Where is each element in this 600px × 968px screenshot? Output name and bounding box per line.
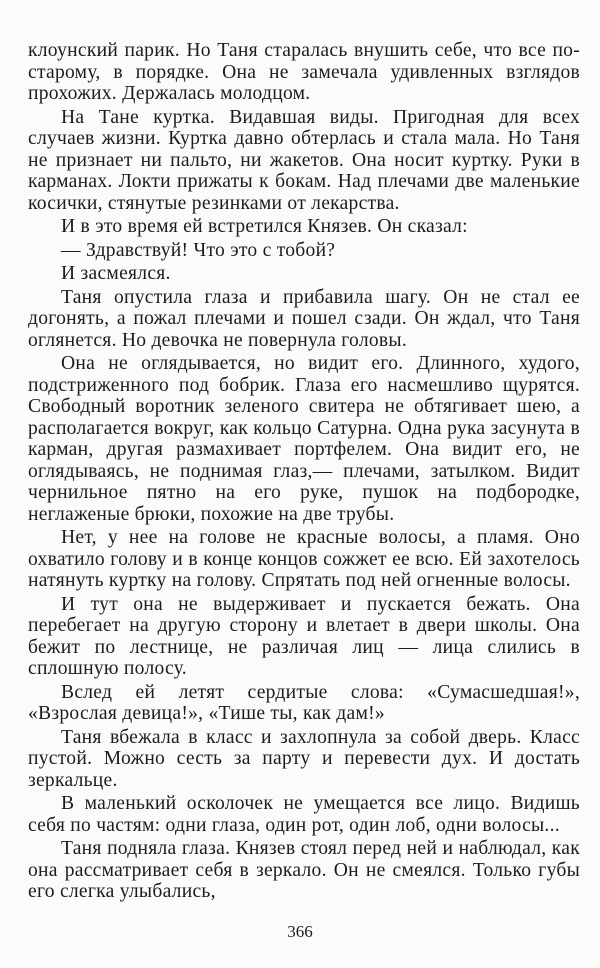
paragraph: Она не оглядывается, но видит его. Длинного, худого, подстриженного под бобрик. Глаза его насмешливо щурятся. Свободный воротник зеленого свитера не обтягивает шею, а располагается вокруг, как кольцо Сатурна. Одна рука засунута в карман, другая размахивает портфелем. Она видит его, не оглядываясь, не поднимая глаз,— плечами, затылком. Видит чернильное пятно на его руке, пушок на подбородке, неглаженые брюки, похожие на две трубы. [28, 353, 580, 525]
body-text [28, 40, 580, 905]
paragraph: Таня вбежала в класс и захлопнула за собой дверь. Класс пустой. Можно сесть за парту и перевести дух. И достать зеркальце. [28, 726, 580, 791]
paragraph: — Здравствуй! Что это с тобой? [61, 239, 336, 261]
paragraph: Таня опустила глаза и прибавила шагу. Он не стал ее догонять, а пожал плечами и пошел сзади. Он ждал, что Таня оглянется. Но девочка не повернула головы. [28, 286, 580, 351]
paragraph: И засмеялся. [61, 263, 171, 284]
paragraph: клоунский парик. Но Таня старалась внушить себе, что все по-старому, в порядке. Она не замечала удивленных взглядов прохожих. Держалась молодцом. [28, 40, 580, 104]
paragraph: Таня подняла глаза. Князев стоял перед ней и наблюдал, как она рассматривает себя в зеркало. Он не смеялся. Только губы его слегка улыбались, [28, 838, 580, 902]
page-number: 366 [287, 922, 313, 941]
paragraph: И в это время ей встретился Князев. Он сказал: [61, 216, 468, 237]
paragraph: В маленький осколочек не умещается все лицо. Видишь себя по частям: одни глаза, один рот, один лоб, одни волосы... [28, 793, 580, 836]
paragraph: Нет, у нее на голове не красные волосы, а пламя. Оно охватило голову и в конце концов сожжет ее всю. Ей захотелось натянуть куртку на голову. Спрятать под ней огненные волосы. [28, 527, 580, 591]
paragraph: На Тане куртка. Видавшая виды. Пригодная для всех случаев жизни. Куртка давно обтерлась и стала мала. Но Таня не признает ни пальто, ни жакетов. Она носит куртку. Руки в карманах. Локти прижаты к бокам. Над плечами две маленькие косички, стянутые резинками от лекарства. [28, 106, 580, 214]
paragraph: Вслед ей летят сердитые слова: «Сумасшедшая!», «Взрослая девица!», «Тише ты, как дам!» [28, 681, 580, 724]
paragraph: И тут она не выдерживает и пускается бежать. Она перебегает на другую сторону и влетает в двери школы. Она бежит по лестнице, не различая лиц — лица слились в сплошную полосу. [28, 593, 580, 679]
